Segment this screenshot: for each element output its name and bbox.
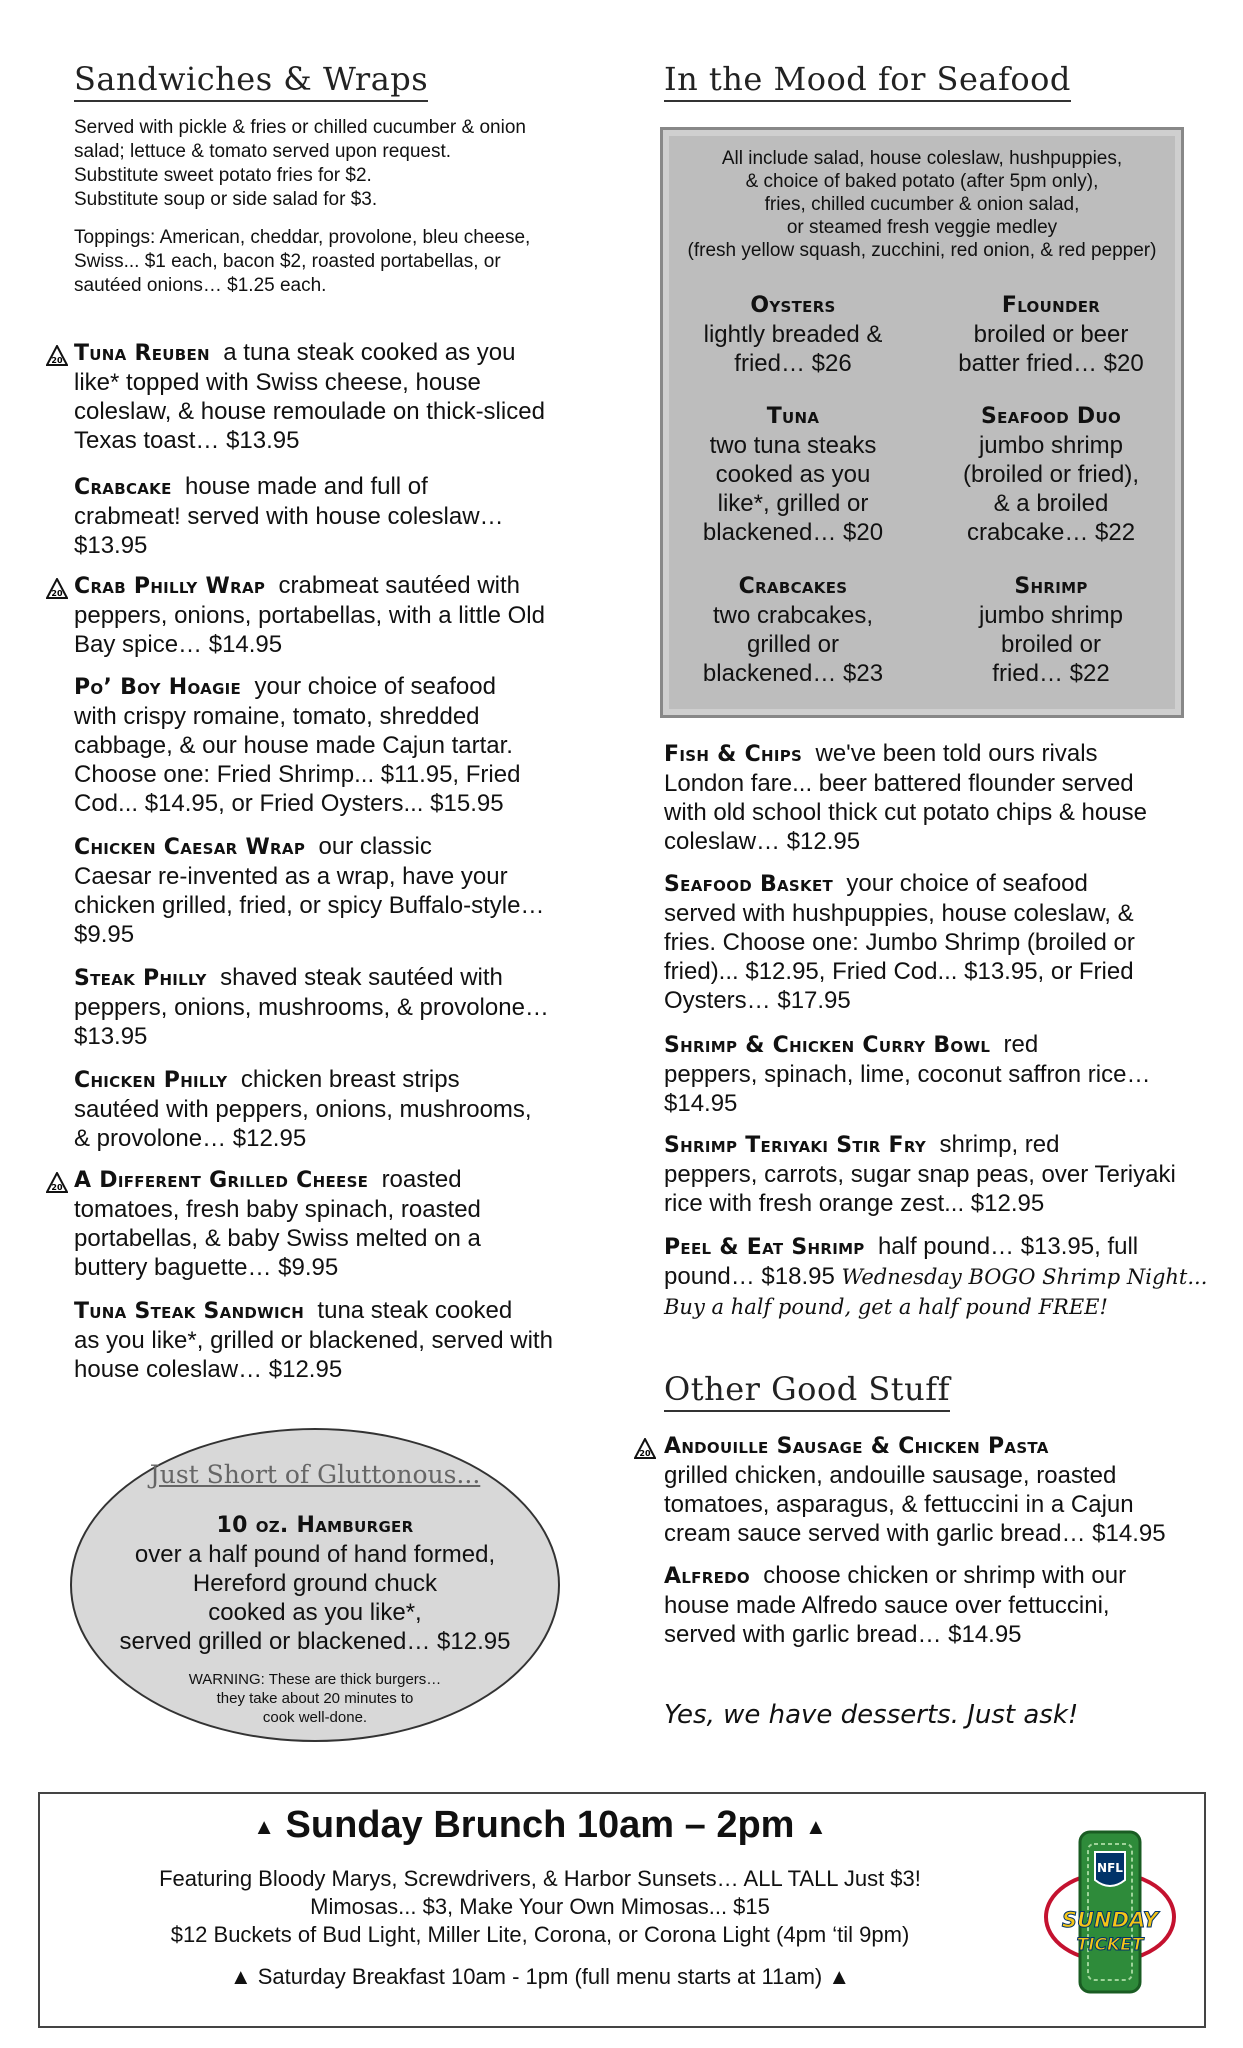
sandwiches-intro: Served with pickle & fries or chilled cucumber & onion salad; lettuce & tomato served upon request. Substitute sweet potato fries for $2. Substitute soup or side salad for $3. <box>74 117 526 210</box>
menu-item: Crabcake house made and full of crabmeat! served with house coleslaw… $13.95 <box>74 473 504 559</box>
brunch-title: ▲ Sunday Brunch 10am – 2pm ▲ <box>253 1804 827 1846</box>
menu-item: Alfredo choose chicken or shrimp with our house made Alfredo sauce over fettuccini, served with garlic bread… $14.95 <box>664 1562 1127 1648</box>
item-name: Steak Philly <box>74 966 207 991</box>
bogo-promo: Wednesday BOGO Shrimp Night... <box>841 1265 1208 1289</box>
svg-text:TICKET: TICKET <box>1076 1935 1144 1955</box>
svg-text:20: 20 <box>51 356 63 365</box>
special-badge-icon <box>634 1438 656 1460</box>
sandwiches-toppings: Toppings: American, cheddar, provolone, bleu cheese, Swiss... $1 each, bacon $2, roasted portabellas, or sautéed onions… $1.25 each. <box>74 227 531 296</box>
item-name: Chicken Caesar Wrap <box>74 835 306 860</box>
svg-text:20: 20 <box>639 1449 651 1458</box>
seafood-title: In the Mood for Seafood <box>664 60 1071 102</box>
special-badge-icon <box>46 578 68 600</box>
item-name: Seafood Basket <box>664 872 834 897</box>
menu-item: Andouille Sausage & Chicken Pasta grilled chicken, andouille sausage, roasted tomatoes, asparagus, & fettuccini in a Cajun cream sauce served with garlic bread… $14.95 <box>664 1434 1166 1547</box>
seafood-platter: Tuna two tuna steaks cooked as you like*, grilled or blackened… $20 <box>702 404 884 546</box>
seafood-platter-box <box>660 127 1184 718</box>
triangle-icon: ▲ <box>805 1813 827 1839</box>
item-name: 10 oz. Hamburger <box>216 1513 414 1538</box>
triangle-icon: ▲ <box>253 1813 275 1839</box>
item-name: Chicken Philly <box>74 1068 228 1093</box>
item-name: Shrimp <box>1014 574 1088 599</box>
item-name: Oysters <box>750 293 836 318</box>
item-name: Crabcake <box>74 475 172 500</box>
item-name: Shrimp & Chicken Curry Bowl <box>664 1033 991 1058</box>
menu-item: Shrimp & Chicken Curry Bowl red peppers, spinach, lime, coconut saffron rice… $14.95 <box>664 1031 1151 1117</box>
menu-item: A Different Grilled Cheese roasted tomatoes, fresh baby spinach, roasted portabellas, & baby Swiss melted on a buttery baguette… $9.95 <box>74 1166 481 1281</box>
menu-item: Chicken Philly chicken breast strips sautéed with peppers, onions, mushrooms, & provolone… $12.95 <box>74 1066 532 1152</box>
item-name: Tuna <box>766 404 820 429</box>
item-name: Crab Philly Wrap <box>74 574 266 599</box>
nfl-sunday-ticket-logo <box>1040 1822 1180 2002</box>
menu-item: Crab Philly Wrap crabmeat sautéed with peppers, onions, portabellas, with a little Old Bay spice… $14.95 <box>74 572 545 658</box>
item-name: Peel & Eat Shrimp <box>664 1235 865 1260</box>
item-name: Tuna Steak Sandwich <box>74 1299 305 1324</box>
desserts-note: Yes, we have desserts. Just ask! <box>664 1700 1079 1730</box>
sandwiches-title: Sandwiches & Wraps <box>74 60 428 102</box>
brunch-line: $12 Buckets of Bud Light, Miller Lite, Corona, or Corona Light (4pm ‘til 9pm) <box>170 1922 910 1947</box>
item-name: Flounder <box>1001 293 1101 318</box>
svg-text:SUNDAY: SUNDAY <box>1061 1908 1159 1932</box>
seafood-platter: Crabcakes two crabcakes, grilled or blackened… $23 <box>702 574 884 687</box>
seafood-platter: Seafood Duo jumbo shrimp (broiled or fried), & a broiled crabcake… $22 <box>962 404 1140 546</box>
svg-text:NFL: NFL <box>1097 1861 1123 1875</box>
saturday-breakfast: ▲ Saturday Breakfast 10am - 1pm (full menu starts at 11am) ▲ <box>229 1964 851 1989</box>
menu-item: Chicken Caesar Wrap our classic Caesar re-invented as a wrap, have your chicken grilled, fried, or spicy Buffalo-style… $9.95 <box>74 833 545 948</box>
item-name: Crabcakes <box>738 574 848 599</box>
brunch-box <box>38 1792 1206 2028</box>
burger-section-title: Just Short of Gluttonous... <box>149 1460 481 1489</box>
item-name: Po’ Boy Hoagie <box>74 675 242 700</box>
burger-oval <box>70 1428 560 1742</box>
item-name: Shrimp Teriyaki Stir Fry <box>664 1133 927 1158</box>
menu-item: Tuna Reuben a tuna steak cooked as you like* topped with Swiss cheese, house coleslaw, & house remoulade on thick-sliced Texas toast… $13.95 <box>74 339 545 454</box>
item-name: Alfredo <box>664 1564 750 1589</box>
menu-item: Fish & Chips we've been told ours rivals London fare... beer battered flounder served with old school thick cut potato chips & house coleslaw… $12.95 <box>664 740 1147 855</box>
seafood-platter: Oysters lightly breaded & fried… $26 <box>703 293 883 377</box>
seafood-platter: Shrimp jumbo shrimp broiled or fried… $22 <box>978 574 1124 687</box>
burger-item: 10 oz. Hamburger over a half pound of hand formed, Hereford ground chuck cooked as you like*, served grilled or blackened… $12.95 <box>119 1513 511 1655</box>
other-title: Other Good Stuff <box>664 1370 950 1412</box>
menu-item: Peel & Eat Shrimp half pound… $13.95, full pound… $18.95 Wednesday BOGO Shrimp Night... Buy a half pound, get a half pound FREE! <box>664 1233 1208 1319</box>
item-name: Seafood Duo <box>980 404 1122 429</box>
menu-item: Po’ Boy Hoagie your choice of seafood with crispy romaine, tomato, shredded cabbage, & our house made Cajun tartar. Choose one: Fried Shrimp... $11.95, Fried Cod... $14.95, or Fried Oysters... $15.95 <box>74 673 521 817</box>
item-name: Tuna Reuben <box>74 341 210 366</box>
burger-warning: WARNING: These are thick burgers… they take about 20 minutes to cook well-done. <box>188 1671 442 1726</box>
seafood-box-intro: All include salad, house coleslaw, hushpuppies, & choice of baked potato (after 5pm only), fries, chilled cucumber & onion salad, or steamed fresh veggie medley (fresh yellow squash, zucchini, red onion, & red pepper) <box>687 148 1157 261</box>
item-name: Andouille Sausage & Chicken Pasta <box>664 1434 1049 1459</box>
svg-text:20: 20 <box>51 589 63 598</box>
triangle-icon: ▲ <box>229 1964 252 1989</box>
menu-item: Shrimp Teriyaki Stir Fry shrimp, red peppers, carrots, sugar snap peas, over Teriyaki rice with fresh orange zest... $12.95 <box>664 1131 1176 1217</box>
bogo-promo: Buy a half pound, get a half pound FREE! <box>664 1295 1108 1319</box>
brunch-line: Featuring Bloody Marys, Screwdrivers, & Harbor Sunsets… ALL TALL Just $3! <box>159 1866 921 1891</box>
special-badge-icon <box>46 345 68 367</box>
menu-item: Seafood Basket your choice of seafood served with hushpuppies, house coleslaw, & fries. Choose one: Jumbo Shrimp (broiled or fried)... $12.95, Fried Cod... $13.95, or Fried Oysters… $17.95 <box>664 870 1135 1014</box>
brunch-line: Mimosas... $3, Make Your Own Mimosas... $15 <box>310 1894 770 1919</box>
item-name: Fish & Chips <box>664 742 803 767</box>
menu-item: Tuna Steak Sandwich tuna steak cooked as you like*, grilled or blackened, served with house coleslaw… $12.95 <box>74 1297 553 1383</box>
svg-text:20: 20 <box>51 1183 63 1192</box>
seafood-platter: Flounder broiled or beer batter fried… $20 <box>958 293 1144 377</box>
menu-item: Steak Philly shaved steak sautéed with peppers, onions, mushrooms, & provolone… $13.95 <box>74 964 549 1050</box>
triangle-icon: ▲ <box>828 1964 851 1989</box>
item-name: A Different Grilled Cheese <box>74 1168 369 1193</box>
special-badge-icon <box>46 1172 68 1194</box>
